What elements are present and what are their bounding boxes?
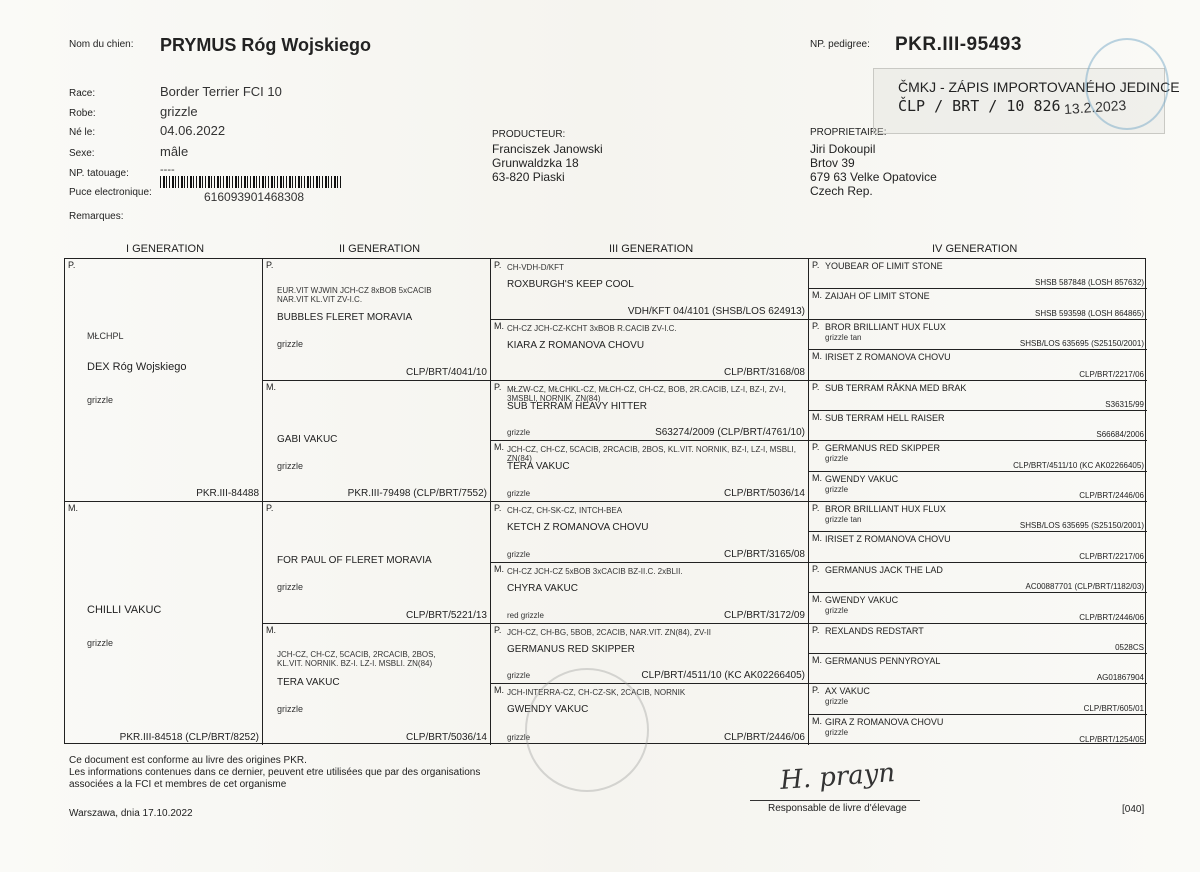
ancestor-name: IRISET Z ROMANOVA CHOVU — [825, 352, 951, 363]
parent-marker: P. — [812, 320, 820, 331]
ancestor-color: grizzle — [507, 733, 531, 742]
gen4-cell — [809, 411, 1147, 441]
ancestor-name: GWENDY VAKUC — [825, 595, 899, 606]
parent-marker: M. — [68, 503, 78, 513]
gen2-cell — [263, 624, 491, 746]
parent-marker: P. — [494, 624, 502, 635]
ancestor-color: grizzle — [507, 428, 531, 438]
ancestor-registration: 0528CS — [1115, 642, 1144, 652]
ancestor-titles: CH-CZ JCH-CZ-KCHT 3xBOB R.CACIB ZV-I.C. — [507, 323, 677, 333]
ancestor-name: SUB TERRAM RÅKNA MED BRAK — [825, 382, 967, 393]
parent-marker: M. — [812, 654, 822, 665]
ancestor-registration: CLP/BRT/2446/06 — [1079, 612, 1144, 622]
parent-marker: M. — [266, 624, 276, 635]
stamp-line-2: ČLP / BRT / 10 826 — [898, 97, 1061, 115]
ancestor-registration: CLP/BRT/2446/06 — [1079, 491, 1144, 500]
parent-marker: M. — [494, 320, 504, 331]
ancestor-color: grizzle — [825, 606, 849, 616]
ancestor-color: grizzle — [507, 489, 531, 498]
parent-marker: P. — [266, 260, 274, 270]
gen4-cell — [809, 320, 1147, 350]
parent-marker: M. — [812, 715, 822, 726]
parent-marker: M. — [494, 563, 504, 574]
ancestor-titles: MŁCHPL — [87, 330, 124, 341]
owner-label: PROPRIETAIRE: — [810, 127, 887, 138]
ancestor-titles: CH-CZ, CH-SK-CZ, INTCH-BEA — [507, 506, 623, 515]
ancestor-registration: SHSB/LOS 635695 (S25150/2001) — [1019, 521, 1144, 531]
parent-marker: M. — [812, 533, 822, 544]
ancestor-color: grizzle — [87, 395, 114, 406]
gen4-cell — [809, 502, 1147, 532]
ancestor-titles: CH-CZ JCH-CZ 5xBOB 3xCACIB BZ-II.C. 2xBLII. — [507, 566, 683, 576]
ancestor-name: ZAIJAH OF LIMIT STONE — [825, 291, 930, 302]
ancestor-registration: PKR.III-84518 (CLP/BRT/8252) — [119, 732, 259, 743]
round-stamp-watermark-icon — [525, 668, 649, 792]
gen4-cell — [809, 472, 1147, 502]
gen3-cell — [491, 563, 809, 624]
signature-line — [750, 800, 920, 801]
ancestor-registration: S36315/99 — [1105, 399, 1144, 409]
gen-header-4: IV GENERATION — [932, 243, 1018, 255]
gen4-cell — [809, 532, 1147, 562]
breeder-label: PRODUCTEUR: — [492, 129, 566, 140]
parent-marker: P. — [812, 503, 820, 513]
ancestor-registration: S66684/2006 — [1096, 430, 1144, 440]
parent-marker: P. — [812, 563, 820, 574]
stamp-date: 13.2.2023 — [1063, 96, 1127, 118]
ancestor-name: GERMANUS PENNYROYAL — [825, 655, 941, 666]
sex-value: mâle — [160, 144, 189, 159]
sex-label: Sexe: — [69, 148, 95, 159]
pedigree-label: NP. pedigree: — [810, 39, 870, 50]
pedigree-number: PKR.III-95493 — [895, 34, 1022, 55]
gen3-cell — [491, 259, 809, 320]
ancestor-color: grizzle — [825, 727, 849, 737]
dog-name-label: Nom du chien: — [69, 39, 134, 50]
ancestor-color: grizzle — [277, 460, 304, 471]
parent-marker: M. — [812, 472, 822, 483]
gen4-cell — [809, 593, 1147, 623]
parent-marker: P. — [812, 260, 820, 270]
parent-marker: P. — [812, 381, 820, 392]
ancestor-name: BROR BRILLIANT HUX FLUX — [825, 504, 946, 514]
gen3-cell — [491, 381, 809, 442]
parent-marker: P. — [68, 260, 76, 270]
ancestor-name: DEX Róg Wojskiego — [87, 361, 187, 374]
ancestor-registration: CLP/BRT/3172/09 — [724, 609, 805, 621]
gen4-cell — [809, 441, 1147, 471]
signature-label: Responsable de livre d'élevage — [768, 803, 907, 814]
ancestor-name: TERA VAKUC — [507, 461, 570, 473]
parent-marker: P. — [812, 442, 820, 453]
round-seal-icon — [1085, 38, 1169, 130]
gen4-cell — [809, 259, 1147, 289]
ancestor-name: BROR BRILLIANT HUX FLUX — [825, 321, 946, 332]
ancestor-registration: CLP/BRT/4511/10 (KC AK02266405) — [1013, 460, 1144, 470]
gen3-cell — [491, 624, 809, 685]
ancestor-registration: CLP/BRT/3165/08 — [724, 548, 805, 560]
ancestor-titles: JCH-CZ, CH-CZ, 5CACIB, 2RCACIB, 2BOS, KL.VIT. NORNIK. BZ-I. LZ-I. MSBLI. ZN(84) — [277, 650, 436, 669]
ancestor-color: grizzle — [507, 671, 531, 681]
ancestor-name: GWENDY VAKUC — [507, 704, 589, 716]
chip-barcode — [160, 176, 342, 188]
footer-note: Ce document est conforme au livre des origines PKR. Les informations contenues dans ce dernier, peuvent etre utilisées que par des organisations associées a la FCI et membres de cet organisme — [69, 755, 481, 790]
ancestor-name: GERMANUS RED SKIPPER — [507, 643, 635, 655]
stamp-line-1: ČMKJ - ZÁPIS IMPORTOVANÉHO JEDINCE — [898, 79, 1180, 95]
race-label: Race: — [69, 88, 96, 99]
gen4-cell — [809, 289, 1147, 319]
birth-label: Né le: — [69, 127, 96, 138]
ancestor-registration: SHSB 587848 (LOSH 857632) — [1035, 278, 1144, 288]
ancestor-registration: SHSB 593598 (LOSH 864865) — [1035, 308, 1144, 318]
parent-marker: M. — [812, 594, 822, 605]
parent-marker: M. — [812, 290, 822, 301]
ancestor-color: grizzle — [507, 549, 531, 559]
ancestor-registration: CLP/BRT/5221/13 — [406, 609, 487, 621]
ancestor-titles: EUR.VIT WJWIN JCH-CZ 8xBOB 5xCACIB NAR.VIT KL.VIT ZV-I.C. — [277, 285, 432, 304]
ancestor-name: YOUBEAR OF LIMIT STONE — [825, 261, 943, 271]
gen4-cell — [809, 350, 1147, 380]
ancestor-name: SUB TERRAM HEAVY HITTER — [507, 400, 648, 412]
ancestor-registration: CLP/BRT/2217/06 — [1079, 551, 1144, 561]
gen2-cell — [263, 259, 491, 381]
birth-value: 04.06.2022 — [160, 123, 226, 138]
breeder-address: Franciszek Janowski Grunwaldzka 18 63-820 Piaski — [492, 142, 603, 184]
gen3-cell — [491, 441, 809, 502]
ancestor-titles: MŁZW-CZ, MŁCHKL-CZ, MŁCH-CZ, CH-CZ, BOB, 2R.CACIB, LZ-I, BZ-I, ZV-I, 3MSBLI, NORNIK, ZN(84) — [507, 384, 786, 403]
ancestor-name: GWENDY VAKUC — [825, 473, 899, 484]
parent-marker: M. — [494, 442, 504, 453]
gen3-cell — [491, 502, 809, 563]
remarks-label: Remarques: — [69, 211, 124, 222]
chip-value: 616093901468308 — [204, 190, 305, 204]
ancestor-name: FOR PAUL OF FLERET MORAVIA — [277, 555, 432, 567]
ancestor-registration: AC00887701 (CLP/BRT/1182/03) — [1025, 582, 1144, 592]
parent-marker: M. — [266, 381, 276, 392]
ancestor-registration: CLP/BRT/1254/05 — [1079, 735, 1144, 744]
ancestor-registration: CLP/BRT/5036/14 — [724, 488, 805, 499]
ancestor-name: GIRA Z ROMANOVA CHOVU — [825, 716, 944, 727]
ancestor-name: REXLANDS REDSTART — [825, 625, 924, 636]
race-value: Border Terrier FCI 10 — [160, 84, 282, 99]
dog-name: PRYMUS Róg Wojskiego — [160, 35, 372, 55]
ancestor-registration: CLP/BRT/2217/06 — [1079, 369, 1144, 379]
parent-marker: P. — [494, 503, 502, 513]
ancestor-color: grizzle — [87, 638, 114, 649]
ancestor-name: ROXBURGH'S KEEP COOL — [507, 279, 634, 291]
gen2-cell — [263, 381, 491, 503]
tattoo-value: ---- — [160, 164, 175, 176]
ancestor-registration: S63274/2009 (CLP/BRT/4761/10) — [655, 427, 805, 439]
ancestor-titles: CH-VDH-D/KFT — [507, 263, 564, 272]
document-code: [040] — [1122, 804, 1145, 815]
ancestor-color: grizzle tan — [825, 332, 862, 342]
ancestor-color: grizzle — [277, 582, 304, 593]
ancestor-color: grizzle tan — [825, 515, 862, 524]
gen1-cell — [65, 259, 263, 502]
ancestor-registration: PKR.III-84488 — [196, 488, 259, 499]
tattoo-label: NP. tatouage: — [69, 168, 129, 179]
ancestor-registration: CLP/BRT/4511/10 (KC AK02266405) — [641, 670, 805, 682]
ancestor-registration: VDH/KFT 04/4101 (SHSB/LOS 624913) — [627, 305, 805, 317]
gen4-cell — [809, 684, 1147, 714]
gen-header-3: III GENERATION — [609, 243, 694, 255]
ancestor-name: CHYRA VAKUC — [507, 582, 578, 594]
ancestor-name: GERMANUS RED SKIPPER — [825, 443, 941, 454]
ancestor-color: grizzle — [825, 697, 849, 707]
ancestor-titles: JCH-INTERRA-CZ, CH-CZ-SK, 2CACIB, NORNIK — [507, 688, 686, 698]
gen3-cell — [491, 320, 809, 381]
parent-marker: M. — [812, 351, 822, 362]
gen4-cell — [809, 715, 1147, 745]
gen4-cell — [809, 381, 1147, 411]
gen1-cell — [65, 502, 263, 745]
ancestor-name: CHILLI VAKUC — [87, 604, 162, 617]
robe-value: grizzle — [160, 104, 198, 119]
ancestor-titles: JCH-CZ, CH-BG, 5BOB, 2CACIB, NAR.VIT. ZN(84), ZV-II — [507, 627, 712, 637]
chip-label: Puce electronique: — [69, 187, 152, 198]
ancestor-color: red grizzle — [507, 610, 544, 620]
parent-marker: P. — [266, 503, 274, 513]
robe-label: Robe: — [69, 108, 96, 119]
ancestor-name: BUBBLES FLERET MORAVIA — [277, 312, 413, 324]
ancestor-registration: SHSB/LOS 635695 (S25150/2001) — [1019, 339, 1144, 349]
ancestor-registration: CLP/BRT/605/01 — [1083, 703, 1144, 713]
parent-marker: M. — [494, 685, 504, 696]
ancestor-color: grizzle — [825, 454, 849, 464]
parent-marker: P. — [812, 624, 820, 635]
ancestor-color: grizzle — [277, 703, 304, 714]
ancestor-name: SUB TERRAM HELL RAISER — [825, 412, 945, 423]
parent-marker: P. — [494, 381, 502, 392]
gen-header-2: II GENERATION — [339, 243, 421, 255]
place-date: Warszawa, dnia 17.10.2022 — [69, 808, 193, 819]
ancestor-registration: CLP/BRT/2446/06 — [724, 732, 805, 743]
gen4-cell — [809, 563, 1147, 593]
parent-marker: P. — [494, 260, 502, 270]
gen2-cell — [263, 502, 491, 624]
ancestor-color: grizzle — [277, 339, 304, 350]
ancestor-name: IRISET Z ROMANOVA CHOVU — [825, 534, 951, 545]
ancestor-name: AX VAKUC — [825, 686, 870, 697]
ancestor-titles: JCH-CZ, CH-CZ, 5CACIB, 2RCACIB, 2BOS, KL.VIT. NORNIK, BZ-I, LZ-I, MSBLI, ZN(84) — [507, 445, 796, 464]
ancestor-registration: CLP/BRT/4041/10 — [406, 366, 487, 378]
parent-marker: P. — [812, 685, 820, 696]
ancestor-name: KIARA Z ROMANOVA CHOVU — [507, 339, 645, 351]
ancestor-registration: CLP/BRT/3168/08 — [724, 366, 805, 378]
signature-icon: H. prayn — [779, 758, 897, 796]
ancestor-color: grizzle — [825, 484, 849, 494]
ancestor-name: GERMANUS JACK THE LAD — [825, 564, 943, 575]
ancestor-name: TERA VAKUC — [277, 676, 340, 688]
gen-header-1: I GENERATION — [126, 243, 205, 255]
gen4-cell — [809, 624, 1147, 654]
gen4-cell — [809, 654, 1147, 684]
ancestor-name: KETCH Z ROMANOVA CHOVU — [507, 522, 649, 534]
ancestor-registration: CLP/BRT/5036/14 — [406, 732, 487, 743]
ancestor-registration: AG01867904 — [1096, 673, 1144, 683]
ancestor-registration: PKR.III-79498 (CLP/BRT/7552) — [347, 488, 487, 499]
owner-address: Jiri Dokoupil Brtov 39 679 63 Velke Opatovice Czech Rep. — [810, 142, 937, 198]
parent-marker: M. — [812, 411, 822, 422]
ancestor-name: GABI VAKUC — [277, 433, 338, 445]
